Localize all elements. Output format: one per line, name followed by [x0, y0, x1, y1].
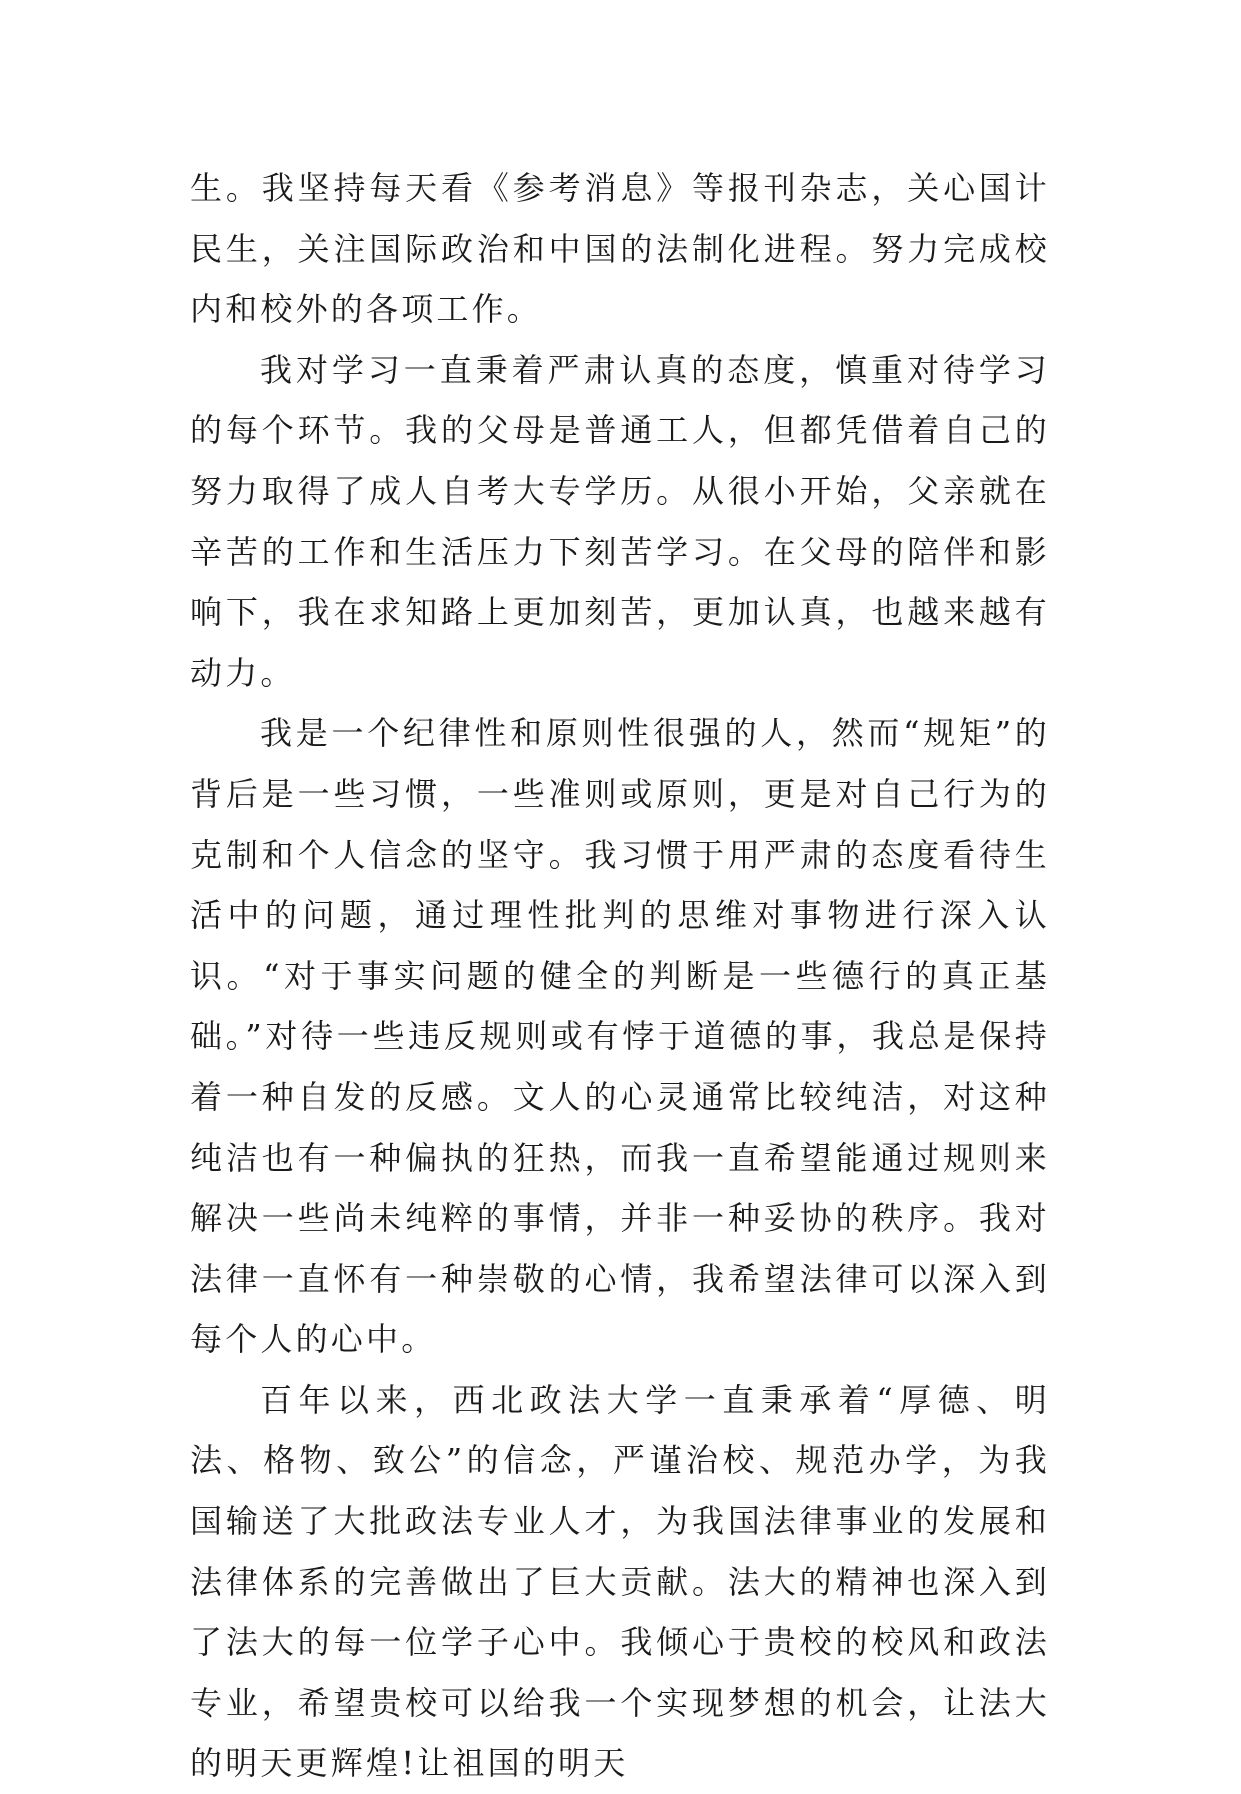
paragraph-3: 我是一个纪律性和原则性很强的人，然而“规矩”的背后是一些习惯，一些准则或原则，更是对自己行为的克制和个人信念的坚守。我习惯于用严肃的态度看待生活中的问题，通过理性批判的思维对事物进行深入认识。“对于事实问题的健全的判断是一些德行的真正基础。”对待一些违反规则或有悖于道德的事，我总是保持着一种自发的反感。文人的心灵通常比较纯洁，对这种纯洁也有一种偏执的狂热，而我一直希望能通过规则来解决一些尚未纯粹的事情，并非一种妥协的秩序。我对法律一直怀有一种崇敬的心情，我希望法律可以深入到每个人的心中。 [190, 714, 1050, 1359]
paragraph-4: 百年以来，西北政法大学一直秉承着“厚德、明法、格物、致公”的信念，严谨治校、规范办学，为我国输送了大批政法专业人才，为我国法律事业的发展和法律体系的完善做出了巨大贡献。法大的精神也深入到了法大的每一位学子心中。我倾心于贵校的校风和政法专业，希望贵校可以给我一个实现梦想的机会，让法大的明天更辉煌!让祖国的明天 [190, 1380, 1050, 1783]
paragraph-1: 生。我坚持每天看《参考消息》等报刊杂志，关心国计民生，关注国际政治和中国的法制化进程。努力完成校内和校外的各项工作。 [190, 169, 1050, 329]
paragraph-2: 我对学习一直秉着严肃认真的态度，慎重对待学习的每个环节。我的父母是普通工人，但都凭借着自己的努力取得了成人自考大专学历。从很小开始，父亲就在辛苦的工作和生活压力下刻苦学习。在父母的陪伴和影响下，我在求知路上更加刻苦，更加认真，也越来越有动力。 [190, 350, 1050, 692]
document-body [190, 158, 1050, 1794]
